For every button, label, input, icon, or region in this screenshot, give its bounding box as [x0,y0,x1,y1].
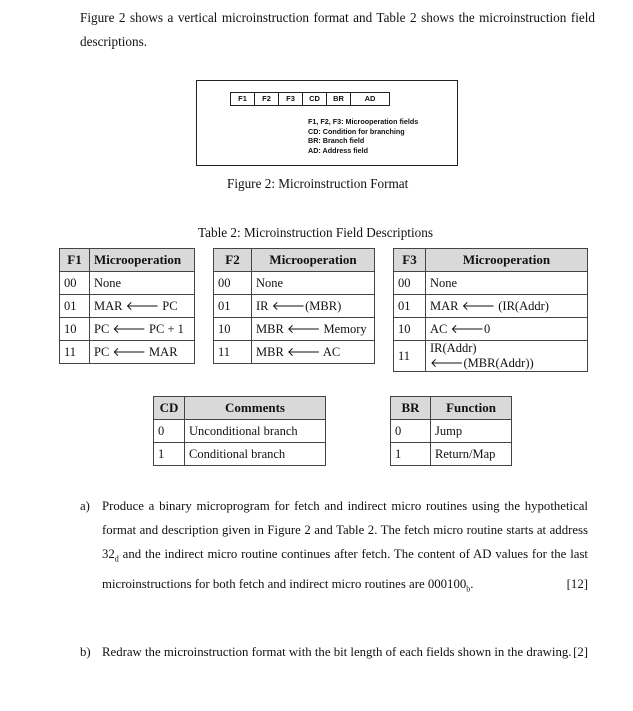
table-caption: Table 2: Microinstruction Field Descriptions [198,225,433,240]
legend-line: CD: Condition for branching [308,126,405,136]
table-row [154,443,326,466]
microop-cell: PC 🡐 PC + 1 [90,318,195,341]
table-row [60,295,195,318]
field-ad: AD [364,94,376,103]
question-text-part: Redraw the microinstruction format with the bit length of each fields shown in the drawing. [102,645,572,659]
figure-legend [308,117,418,155]
microop-cell: IR 🡐(MBR) [252,295,375,318]
subscript: d [114,554,119,564]
table-row [60,318,195,341]
table-header: Microoperation [426,249,588,272]
field-f1: F1 [231,93,255,105]
table-row [391,420,512,443]
table-header: Function [431,397,512,420]
question-b [80,640,588,664]
table-row [214,295,375,318]
f1-table [59,248,195,364]
table-row [214,272,375,295]
question-text [102,494,588,601]
microop-cell: IR(Addr) 🡐(MBR(Addr)) [426,341,588,372]
br-table [390,396,512,466]
marks: [12] [566,576,588,591]
table-row [394,341,588,372]
microop-cell: MBR 🡐 AC [252,341,375,364]
code-cell: 01 [60,295,90,318]
table-row [60,272,195,295]
legend-line: AD: Address field [308,145,369,155]
question-label: a) [80,499,90,513]
code-cell: 00 [60,272,90,295]
microop-cell: PC 🡐 MAR [90,341,195,364]
microop-cell: None [426,272,588,295]
microinstruction-format-figure [196,80,458,166]
question-text [102,640,588,664]
field-f3: F3 [279,93,303,105]
microop-cell: MAR 🡐 PC [90,295,195,318]
microop-cell: MBR 🡐 Memory [252,318,375,341]
question-label: b) [80,645,91,659]
table-row [214,318,375,341]
code-cell: 01 [214,295,252,318]
question-text-part: and the indirect micro routine continues after fetch. The content of AD values for the last microinstructions for both fetch and indirect micro routines are 000100 [102,547,588,591]
question-a [80,494,588,601]
f2-table [213,248,375,364]
code-cell: 0 [391,420,431,443]
subscript: b [466,584,471,594]
table-row [214,341,375,364]
code-cell: 1 [391,443,431,466]
table-row [394,272,588,295]
field-cd: CD [303,93,327,105]
table-row [154,420,326,443]
field-strip [230,92,390,106]
code-cell: 11 [214,341,252,364]
code-cell: 11 [60,341,90,364]
code-cell: 10 [60,318,90,341]
figure-caption: Figure 2: Microinstruction Format [227,176,409,191]
table-header: Microoperation [252,249,375,272]
table-header: F1 [60,249,90,272]
code-cell: 00 [394,272,426,295]
table-row [391,443,512,466]
table-row [394,318,588,341]
question-text-part: Produce a binary microprogram for fetch and indirect micro routines using the hypothetical format and description given in Figure 2 and Table 2. The fetch micro routine starts at address 32 [102,499,588,561]
comment-cell: Unconditional branch [185,420,326,443]
question-text-part: . [470,576,474,591]
code-cell: 10 [394,318,426,341]
code-cell: 1 [154,443,185,466]
comment-cell: Conditional branch [185,443,326,466]
microop-cell: AC 🡐0 [426,318,588,341]
legend-line: F1, F2, F3: Microoperation fields [308,117,419,126]
table-header: Comments [185,397,326,420]
function-cell: Return/Map [431,443,512,466]
table-row [60,341,195,364]
microop-cell: None [90,272,195,295]
microop-cell: None [252,272,375,295]
code-cell: 01 [394,295,426,318]
microop-cell: MAR 🡐 (IR(Addr) [426,295,588,318]
code-cell: 10 [214,318,252,341]
table-header: Microoperation [90,249,195,272]
table-header: F2 [214,249,252,272]
table-row [394,295,588,318]
code-cell: 00 [214,272,252,295]
legend-line: BR: Branch field [308,136,365,146]
function-cell: Jump [431,420,512,443]
intro-paragraph: Figure 2 shows a vertical microinstruction format and Table 2 shows the microinstruction field descriptions. [80,10,595,49]
field-br: BR [327,93,351,105]
cd-table [153,396,326,466]
f3-table [393,248,588,372]
marks: [2] [573,645,588,659]
code-cell: 0 [154,420,185,443]
field-f2: F2 [255,93,279,105]
table-header: BR [391,397,431,420]
code-cell: 11 [394,341,426,372]
table-header: CD [154,397,185,420]
table-header: F3 [394,249,426,272]
